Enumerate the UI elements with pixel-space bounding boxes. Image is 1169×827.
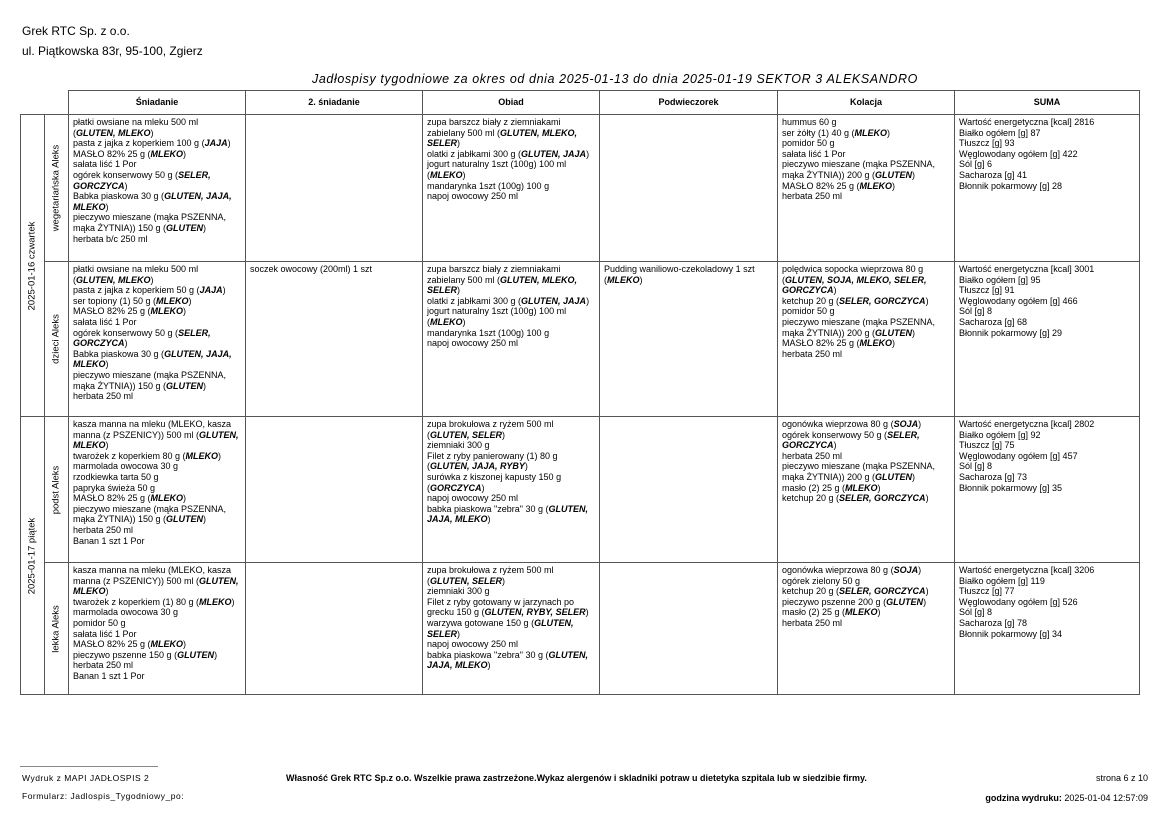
allergen-list: GLUTEN, JAJA, MLEKO [73, 191, 232, 212]
allergen-list: GLUTEN, JAJA, MLEKO [427, 503, 588, 525]
meal-item: Babka piaskowa 30 g (GLUTEN, JAJA, MLEKO) [73, 191, 232, 212]
allergen-list: MLEKO [150, 306, 184, 317]
meal-item: sałata liść 1 Por [782, 148, 846, 159]
meal-cell [600, 563, 778, 695]
meal-item: Filet z ryby panierowany (1) 80 g (GLUTEN, JAJA, RYBY) [427, 450, 558, 472]
meal-item: herbata 250 ml [782, 348, 843, 359]
meal-cell [778, 115, 955, 262]
table-row [21, 262, 1140, 417]
meal-item: olatki z jabłkami 300 g (GLUTEN, JAJA) [427, 148, 590, 159]
meal-cell [246, 563, 423, 695]
meal-item: twarożek z koperkiem (1) 80 g (MLEKO) [73, 596, 235, 607]
allergen-list: GORCZYCA [430, 482, 482, 493]
meal-item: babka piaskowa "zebra" 30 g (GLUTEN, JAJA, MLEKO) [427, 649, 588, 671]
allergen-list: SOJA [893, 419, 919, 429]
meal-item: napoj owocowy 250 ml [427, 493, 519, 504]
diet-cell [45, 115, 69, 262]
meal-cell [423, 262, 600, 417]
nutrition-value: Błonnik pokarmowy [g] 28 [959, 180, 1063, 191]
diet-cell [45, 262, 69, 417]
meal-item: MASŁO 82% 25 g (MLEKO) [73, 148, 187, 159]
meal-item: masło (2) 25 g (MLEKO) [782, 607, 881, 618]
meal-item: ziemniaki 300 g [427, 440, 490, 451]
meal-item: pieczywo mieszane (mąka PSZENNA, mąka ŻYTNIA)) 200 g (GLUTEN) [782, 159, 936, 180]
allergen-list: JAJA [199, 285, 223, 296]
allergen-list: GLUTEN, SELER [430, 575, 503, 586]
meal-item: zupa brokułowa z ryżem 500 ml (GLUTEN, SELER) [427, 419, 554, 440]
meal-item: jogurt naturalny 1szt (100g) 100 ml (MLEKO) [427, 159, 567, 180]
nutrition-value: Sól [g] 8 [959, 461, 993, 472]
table-row [21, 417, 1140, 563]
meal-item: zupa barszcz biały z ziemniakami zabielany 500 ml (GLUTEN, MLEKO, SELER) [427, 117, 578, 149]
meal-item: pomidor 50 g [73, 617, 126, 628]
nutrition-value: Węglowodany ogółem [g] 466 [959, 295, 1078, 306]
sum-cell [955, 563, 1140, 695]
meal-item: pieczywo mieszane (mąka PSZENNA, mąka ŻYTNIA)) 150 g (GLUTEN) [73, 503, 227, 525]
meal-item: herbata 250 ml [782, 617, 843, 628]
nutrition-value: Sacharoza [g] 68 [959, 316, 1028, 327]
meal-item: ziemniaki 300 g [427, 586, 490, 597]
nutrition-value: Białko ogółem [g] 87 [959, 127, 1041, 138]
meal-item: pieczywo mieszane (mąka PSZENNA, mąka ŻYTNIA)) 200 g (GLUTEN) [782, 461, 936, 482]
meal-item: sałata liść 1 Por [73, 159, 137, 170]
page-number: strona 6 z 10 [1095, 773, 1148, 783]
meal-item: ogórek konserwowy 50 g (SELER, GORCZYCA) [782, 429, 920, 451]
allergen-list: SELER, GORCZYCA [839, 586, 926, 597]
meal-item: Banan 1 szt 1 Por [73, 670, 145, 681]
meal-item: rzodkiewka tarta 50 g [73, 471, 159, 482]
meal-item: sałata liść 1 Por [73, 316, 137, 327]
allergen-list: MLEKO [150, 493, 184, 504]
print-time-label: godzina wydruku: [985, 793, 1062, 803]
print-source: Wydruk z MAPI JADŁOSPIS 2 [22, 773, 150, 783]
diet-label: dzieci Aleks [50, 314, 62, 364]
meal-item: pieczywo pszenne 150 g (GLUTEN) [73, 649, 218, 660]
sum-cell [955, 115, 1140, 262]
print-time-value: 2025-01-04 12:57:09 [1064, 793, 1148, 803]
meal-item: MASŁO 82% 25 g (MLEKO) [782, 180, 896, 191]
meal-cell [69, 417, 246, 563]
allergen-list: GLUTEN, RYBY, SELER [484, 607, 586, 618]
meal-item: pomidor 50 g [782, 138, 835, 149]
meal-item: pieczywo pszenne 200 g (GLUTEN) [782, 596, 927, 607]
meal-cell [69, 563, 246, 695]
meal-cell [600, 417, 778, 563]
allergen-list: GLUTEN [166, 222, 204, 233]
day-label: 2025-01-16 czwartek [26, 221, 38, 310]
meal-cell [423, 417, 600, 563]
meal-item: MASŁO 82% 25 g (MLEKO) [73, 639, 187, 650]
allergen-list: SELER, GORCZYCA [782, 429, 920, 451]
allergen-list: GLUTEN, JAJA, RYBY [430, 461, 525, 472]
diet-cell [45, 417, 69, 563]
allergen-list: GLUTEN, JAJA [521, 148, 587, 159]
nutrition-value: Tłuszcz [g] 93 [959, 138, 1015, 149]
allergen-list: GLUTEN [875, 327, 913, 338]
day-cell [21, 115, 45, 417]
column-header-sum: SUMA [955, 91, 1140, 115]
nutrition-value: Tłuszcz [g] 77 [959, 586, 1015, 597]
diet-label: wegetariańska Aleks [50, 144, 62, 232]
meal-item: marmolada owocowa 30 g [73, 607, 179, 618]
nutrition-value: Sól [g] 6 [959, 159, 993, 170]
meal-cell [69, 115, 246, 262]
meal-item: warzywa gotowane 150 g (GLUTEN, SELER) [427, 617, 574, 639]
allergen-list: GLUTEN [875, 169, 913, 180]
menu-table [20, 90, 1140, 695]
allergen-list: MLEKO [430, 316, 463, 327]
meal-cell [246, 417, 423, 563]
meal-cell [778, 563, 955, 695]
nutrition-value: Wartość energetyczna [kcal] 2802 [959, 419, 1095, 429]
allergen-list: GLUTEN, MLEKO, SELER [427, 127, 578, 149]
print-time [985, 793, 1148, 803]
allergen-list: GLUTEN [875, 471, 913, 482]
nutrition-value: Błonnik pokarmowy [g] 34 [959, 628, 1063, 639]
meal-item: Babka piaskowa 30 g (GLUTEN, JAJA, MLEKO) [73, 348, 232, 370]
meal-cell [778, 262, 955, 417]
meal-item: pasta z jajka z koperkiem 100 g (JAJA) [73, 138, 231, 149]
meal-item: twarożek z koperkiem 80 g (MLEKO) [73, 450, 222, 461]
meal-item: pomidor 50 g [782, 306, 835, 317]
document-title: Jadłospisy tygodniowe za okres od dnia 2025-01-13 do dnia 2025-01-19 SEKTOR 3 ALEKSANDRO [312, 72, 918, 86]
table-row [21, 115, 1140, 262]
column-header-lunch: Obiad [423, 91, 600, 115]
allergen-list: MLEKO [607, 274, 640, 285]
allergen-list: SOJA [893, 565, 919, 575]
meal-item: mandarynka 1szt (100g) 100 g [427, 327, 550, 338]
nutrition-value: Wartość energetyczna [kcal] 2816 [959, 117, 1095, 127]
diet-cell [45, 563, 69, 695]
meal-item: herbata b/c 250 ml [73, 233, 148, 244]
meal-item: Filet z ryby gotowany w jarzynach po grecku 150 g (GLUTEN, RYBY, SELER) [427, 596, 589, 618]
allergen-list: GLUTEN [166, 380, 204, 391]
meal-item: herbata 250 ml [782, 191, 843, 202]
meal-cell [246, 262, 423, 417]
meal-item: herbata 250 ml [782, 450, 843, 461]
meal-cell [246, 115, 423, 262]
meal-item: polędwica sopocka wieprzowa 80 g (GLUTEN, SOJA, MLEKO, SELER, GORCZYCA) [782, 264, 927, 296]
nutrition-value: Błonnik pokarmowy [g] 35 [959, 482, 1063, 493]
allergen-list: GLUTEN, SOJA, MLEKO, SELER, GORCZYCA [782, 274, 927, 296]
meal-item: olatki z jabłkami 300 g (GLUTEN, JAJA) [427, 295, 590, 306]
allergen-list: GLUTEN [177, 649, 215, 660]
meal-item: zupa barszcz biały z ziemniakami zabielany 500 ml (GLUTEN, MLEKO, SELER) [427, 264, 578, 296]
nutrition-value: Tłuszcz [g] 91 [959, 285, 1015, 296]
table-header-row [21, 91, 1140, 115]
meal-item: Banan 1 szt 1 Por [73, 535, 145, 546]
meal-item: papryka świeża 50 g [73, 482, 156, 493]
meal-item: pieczywo mieszane (mąka PSZENNA, mąka ŻYTNIA)) 150 g (GLUTEN) [73, 369, 227, 391]
meal-cell [423, 563, 600, 695]
nutrition-value: Sól [g] 8 [959, 607, 993, 618]
allergen-list: GLUTEN [166, 514, 204, 525]
nutrition-value: Błonnik pokarmowy [g] 29 [959, 327, 1063, 338]
meal-item: herbata 250 ml [73, 391, 134, 402]
allergen-list: MLEKO [845, 607, 878, 618]
allergen-list: GLUTEN, MLEKO [73, 429, 239, 451]
meal-item: ketchup 20 g (SELER, GORCZYCA) [782, 295, 929, 306]
nutrition-value: Sacharoza [g] 78 [959, 617, 1028, 628]
allergen-list: MLEKO [854, 127, 888, 138]
allergen-list: GLUTEN [886, 596, 924, 607]
day-cell [21, 417, 45, 695]
allergen-list: GLUTEN, MLEKO [73, 575, 239, 597]
meal-item: herbata 250 ml [73, 660, 134, 671]
allergen-list: GLUTEN, SELER [427, 617, 574, 639]
allergen-list: GLUTEN, JAJA [521, 295, 587, 306]
meal-item: MASŁO 82% 25 g (MLEKO) [73, 493, 187, 504]
meal-item: pasta z jajka z koperkiem 50 g (JAJA) [73, 285, 226, 296]
nutrition-value: Sacharoza [g] 73 [959, 471, 1028, 482]
meal-item: napoj owocowy 250 ml [427, 639, 519, 650]
nutrition-value: Białko ogółem [g] 119 [959, 575, 1045, 586]
sum-cell [955, 262, 1140, 417]
allergen-list: GLUTEN, MLEKO [76, 274, 151, 285]
nutrition-value: Wartość energetyczna [kcal] 3001 [959, 264, 1095, 274]
meal-item: hummus 60 g [782, 117, 837, 127]
nutrition-value: Wartość energetyczna [kcal] 3206 [959, 565, 1095, 575]
meal-cell [600, 262, 778, 417]
sum-cell [955, 417, 1140, 563]
meal-item: ogórek zielony 50 g [782, 575, 861, 586]
meal-item: masło (2) 25 g (MLEKO) [782, 482, 881, 493]
meal-item: jogurt naturalny 1szt (100g) 100 ml (MLEKO) [427, 306, 567, 327]
meal-item: ser topiony (1) 50 g (MLEKO) [73, 295, 192, 306]
meal-item: marmolada owocowa 30 g [73, 461, 179, 472]
company-name: Grek RTC Sp. z o.o. [22, 24, 130, 38]
table-row [21, 563, 1140, 695]
meal-item: MASŁO 82% 25 g (MLEKO) [73, 306, 187, 317]
meal-item: ogórek konserwowy 50 g (SELER, GORCZYCA) [73, 169, 211, 191]
allergen-list: GLUTEN, JAJA, MLEKO [73, 348, 232, 370]
meal-cell [69, 262, 246, 417]
allergen-list: MLEKO [150, 639, 184, 650]
meal-item: ketchup 20 g (SELER, GORCZYCA) [782, 586, 929, 597]
meal-item: MASŁO 82% 25 g (MLEKO) [782, 338, 896, 349]
meal-item: płatki owsiane na mleku 500 ml (GLUTEN, MLEKO) [73, 117, 199, 138]
column-header-dinner: Kolacja [778, 91, 955, 115]
allergen-list: GLUTEN, SELER [430, 429, 503, 440]
meal-item: płatki owsiane na mleku 500 ml (GLUTEN, MLEKO) [73, 264, 199, 285]
allergen-list: MLEKO [156, 295, 189, 306]
allergen-list: JAJA [204, 138, 228, 149]
meal-cell [778, 417, 955, 563]
meal-item: napoj owocowy 250 ml [427, 191, 519, 202]
meal-item: ser żółty (1) 40 g (MLEKO) [782, 127, 891, 138]
meal-item: ogonówka wieprzowa 80 g (SOJA) [782, 565, 922, 575]
column-header-breakfast: Śniadanie [69, 91, 246, 115]
allergen-list: GLUTEN, MLEKO, SELER [427, 274, 578, 296]
nutrition-value: Białko ogółem [g] 95 [959, 274, 1041, 285]
header-spacer [45, 91, 69, 115]
nutrition-value: Sól [g] 8 [959, 306, 993, 317]
footer-divider [20, 766, 158, 767]
allergen-list: SELER, GORCZYCA [839, 295, 926, 306]
diet-label: lekka Aleks [50, 604, 62, 653]
meal-cell [600, 115, 778, 262]
meal-item: napoj owocowy 250 ml [427, 338, 519, 349]
meal-item: soczek owocowy (200ml) 1 szt [250, 264, 373, 274]
form-name: Formularz: Jadlospis_Tygodniowy_po: [22, 791, 185, 801]
header-spacer [21, 91, 45, 115]
nutrition-value: Węglowodany ogółem [g] 526 [959, 596, 1078, 607]
allergen-list: MLEKO [185, 450, 219, 461]
company-address: ul. Piątkowska 83r, 95-100, Zgierz [22, 44, 203, 58]
nutrition-value: Węglowodany ogółem [g] 422 [959, 148, 1078, 159]
column-header-second-breakfast: 2. śniadanie [246, 91, 423, 115]
nutrition-value: Sacharoza [g] 41 [959, 169, 1028, 180]
day-label: 2025-01-17 piątek [26, 517, 38, 594]
allergen-list: MLEKO [845, 482, 878, 493]
allergen-list: GLUTEN, JAJA, MLEKO [427, 649, 588, 671]
allergen-list: MLEKO [859, 180, 893, 191]
meal-item: mandarynka 1szt (100g) 100 g [427, 180, 550, 191]
meal-item: sałata liść 1 Por [73, 628, 137, 639]
nutrition-value: Węglowodany ogółem [g] 457 [959, 450, 1078, 461]
allergen-list: MLEKO [199, 596, 232, 607]
meal-item: ketchup 20 g (SELER, GORCZYCA) [782, 493, 929, 504]
diet-label: podst Aleks [50, 465, 62, 514]
meal-item: zupa brokułowa z ryżem 500 ml (GLUTEN, SELER) [427, 565, 554, 586]
meal-item: herbata 250 ml [73, 524, 134, 535]
meal-cell [423, 115, 600, 262]
meal-item: pieczywo mieszane (mąka PSZENNA, mąka ŻYTNIA)) 200 g (GLUTEN) [782, 316, 936, 338]
allergen-list: MLEKO [430, 169, 463, 180]
allergen-list: GLUTEN, MLEKO [76, 127, 151, 138]
allergen-list: MLEKO [859, 338, 893, 349]
column-header-afternoon-snack: Podwieczorek [600, 91, 778, 115]
meal-item: kasza manna na mleku (MLEKO, kasza manna (z PSZENICY)) 500 ml (GLUTEN, MLEKO) [73, 565, 239, 597]
allergen-list: SELER, GORCZYCA [73, 327, 211, 349]
meal-item: surówka z kiszonej kapusty 150 g (GORCZYCA) [427, 471, 562, 493]
allergen-list: MLEKO [150, 148, 184, 159]
nutrition-value: Białko ogółem [g] 92 [959, 429, 1041, 440]
meal-item: babka piaskowa "zebra" 30 g (GLUTEN, JAJA, MLEKO) [427, 503, 588, 525]
ownership-notice: Własność Grek RTC Sp.z o.o. Wszelkie prawa zastrzeżone.Wykaz alergenów i skladniki potraw u dietetyka szpitala lub w siedzibie firmy. [286, 773, 867, 783]
meal-item: Pudding waniliowo-czekoladowy 1 szt (MLEKO) [604, 264, 755, 285]
meal-item: pieczywo mieszane (mąka PSZENNA, mąka ŻYTNIA)) 150 g (GLUTEN) [73, 212, 227, 233]
allergen-list: SELER, GORCZYCA [73, 169, 211, 191]
nutrition-value: Tłuszcz [g] 75 [959, 440, 1015, 451]
meal-item: kasza manna na mleku (MLEKO, kasza manna (z PSZENICY)) 500 ml (GLUTEN, MLEKO) [73, 419, 239, 451]
meal-item: ogonówka wieprzowa 80 g (SOJA) [782, 419, 922, 429]
allergen-list: SELER, GORCZYCA [839, 493, 926, 504]
meal-item: ogórek konserwowy 50 g (SELER, GORCZYCA) [73, 327, 211, 349]
